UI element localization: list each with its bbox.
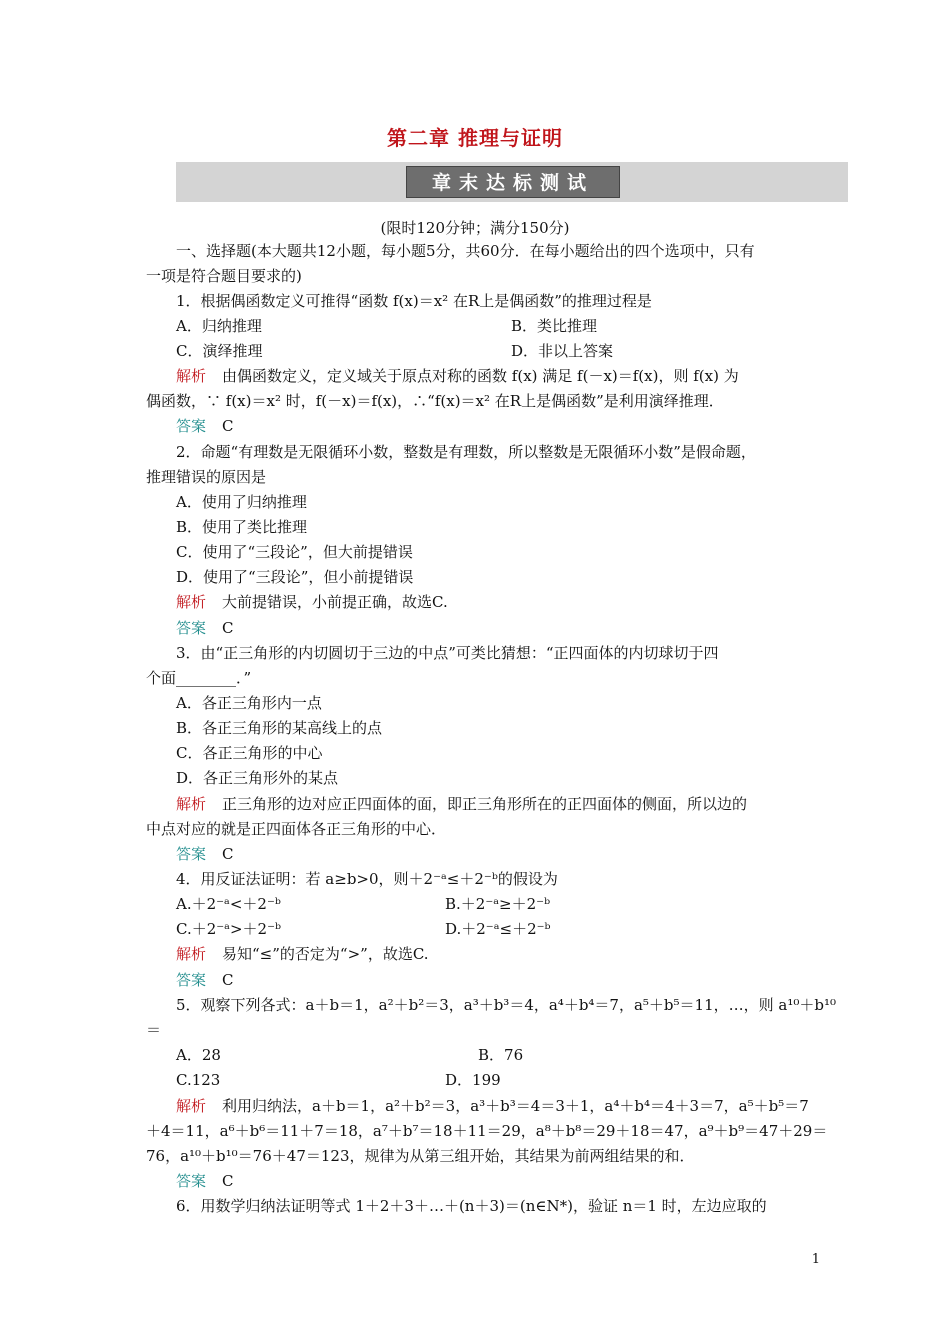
q5-option-a: A．28 [176, 1046, 221, 1064]
q5-option-b: B．76 [478, 1046, 524, 1064]
q4-option-a: A.＋2⁻ᵃ<＋2⁻ᵇ [176, 895, 281, 913]
q5-analysis [176, 1097, 809, 1115]
q1-answer [176, 417, 234, 435]
q3-stem-line-1: 3．由“正三角形的内切圆切于三边的中点”可类比猜想：“正四面体的内切球切于四 [176, 644, 719, 662]
chapter-title: 第二章 推理与证明 [387, 126, 563, 150]
q3-analysis-line-2: 中点对应的就是正四面体各正三角形的中心． [146, 820, 447, 838]
q3-answer [176, 845, 234, 863]
q1-option-b: B．类比推理 [511, 317, 598, 335]
q2-analysis-text: 大前提错误，小前提正确，故选C. [222, 593, 448, 611]
q5-analysis-line-1: 利用归纳法，a＋b＝1，a²＋b²＝3，a³＋b³＝4＝3＋1，a⁴＋b⁴＝4＋3＝7，a⁵＋b⁵＝7 [222, 1097, 809, 1115]
q4-option-b: B.＋2⁻ᵃ≥＋2⁻ᵇ [445, 895, 551, 913]
q4-answer-value: C [222, 971, 234, 989]
answer-label: 答案 [176, 417, 207, 435]
q4-analysis-text: 易知“≤”的否定为“>”，故选C. [222, 945, 429, 963]
q5-analysis-line-2: ＋4＝11，a⁶＋b⁶＝11＋7＝18，a⁷＋b⁷＝18＋11＝29，a⁸＋b⁸＝29＋18＝47，a⁹＋b⁹＝47＋29＝ [146, 1122, 828, 1140]
q4-answer [176, 971, 234, 989]
q2-option-d: D．使用了“三段论”，但小前提错误 [176, 568, 414, 586]
analysis-label: 解析 [176, 367, 207, 385]
q3-analysis [176, 795, 747, 813]
q4-option-c: C.＋2⁻ᵃ>＋2⁻ᵇ [176, 920, 281, 938]
q3-option-a: A．各正三角形内一点 [176, 694, 322, 712]
q1-option-a: A．归纳推理 [176, 317, 262, 335]
q6-stem: 6．用数学归纳法证明等式 1＋2＋3＋…＋(n＋3)＝(n∈N*)，验证 n＝1 时，左边应取的 [176, 1197, 767, 1215]
analysis-label: 解析 [176, 1097, 207, 1115]
page-number: 1 [811, 1252, 820, 1267]
analysis-label: 解析 [176, 593, 207, 611]
q4-option-d: D.＋2⁻ᵃ≤＋2⁻ᵇ [445, 920, 551, 938]
q5-answer [176, 1172, 234, 1190]
analysis-label: 解析 [176, 795, 207, 813]
q3-analysis-line-1: 正三角形的边对应正四面体的面，即正三角形所在的正四面体的侧面，所以边的 [222, 795, 748, 813]
analysis-label: 解析 [176, 945, 207, 963]
answer-label: 答案 [176, 1172, 207, 1190]
q3-option-d: D．各正三角形外的某点 [176, 769, 339, 787]
q1-analysis-line-1: 由偶函数定义，定义域关于原点对称的函数 f(x) 满足 f(－x)＝f(x)，则 f(x) 为 [222, 367, 739, 385]
q5-stem-line-1: 5．观察下列各式：a＋b＝1，a²＋b²＝3，a³＋b³＝4，a⁴＋b⁴＝7，a⁵＋b⁵＝11，…，则 a¹⁰＋b¹⁰ [176, 996, 837, 1014]
q1-analysis [176, 367, 739, 385]
time-note: (限时120分钟；满分150分) [380, 219, 570, 237]
q1-analysis-line-2: 偶函数，∵ f(x)＝x² 时，f(－x)＝f(x)，∴“f(x)＝x² 在R上是偶函数”是利用演绎推理． [146, 392, 724, 410]
q5-option-d: D．199 [445, 1071, 501, 1089]
q2-analysis [176, 593, 448, 611]
q4-analysis [176, 945, 429, 963]
q5-stem-line-2: ＝ [146, 1021, 162, 1039]
q2-option-b: B．使用了类比推理 [176, 518, 308, 536]
q2-stem-line-1: 2．命题“有理数是无限循环小数，整数是有理数，所以整数是无限循环小数”是假命题， [176, 443, 756, 461]
section-intro-line-1: 一、选择题(本大题共12小题，每小题5分，共60分．在每小题给出的四个选项中，只有 [176, 242, 755, 260]
answer-label: 答案 [176, 845, 207, 863]
q1-answer-value: C [222, 417, 234, 435]
q1-option-d: D．非以上答案 [511, 342, 614, 360]
q4-stem: 4．用反证法证明：若 a≥b>0，则＋2⁻ᵃ≤＋2⁻ᵇ的假设为 [176, 870, 558, 888]
q3-option-c: C．各正三角形的中心 [176, 744, 323, 762]
q2-answer [176, 619, 234, 637]
section-intro-line-2: 一项是符合题目要求的) [146, 267, 302, 285]
section-label: 章末达标测试 [406, 166, 620, 198]
q3-option-b: B．各正三角形的某高线上的点 [176, 719, 383, 737]
q2-option-c: C．使用了“三段论”，但大前提错误 [176, 543, 413, 561]
q1-option-c: C．演绎推理 [176, 342, 263, 360]
q3-stem-line-2: 个面________．” [146, 669, 252, 687]
q2-option-a: A．使用了归纳推理 [176, 493, 307, 511]
q2-stem-line-2: 推理错误的原因是 [146, 468, 267, 486]
q5-answer-value: C [222, 1172, 234, 1190]
q5-analysis-line-3: 76，a¹⁰＋b¹⁰＝76＋47＝123，规律为从第三组开始，其结果为前两组结果的和． [146, 1147, 695, 1165]
q5-option-c: C.123 [176, 1071, 221, 1089]
answer-label: 答案 [176, 971, 207, 989]
q1-stem: 1．根据偶函数定义可推得“函数 f(x)＝x² 在R上是偶函数”的推理过程是 [176, 292, 652, 310]
answer-label: 答案 [176, 619, 207, 637]
q2-answer-value: C [222, 619, 234, 637]
q3-answer-value: C [222, 845, 234, 863]
